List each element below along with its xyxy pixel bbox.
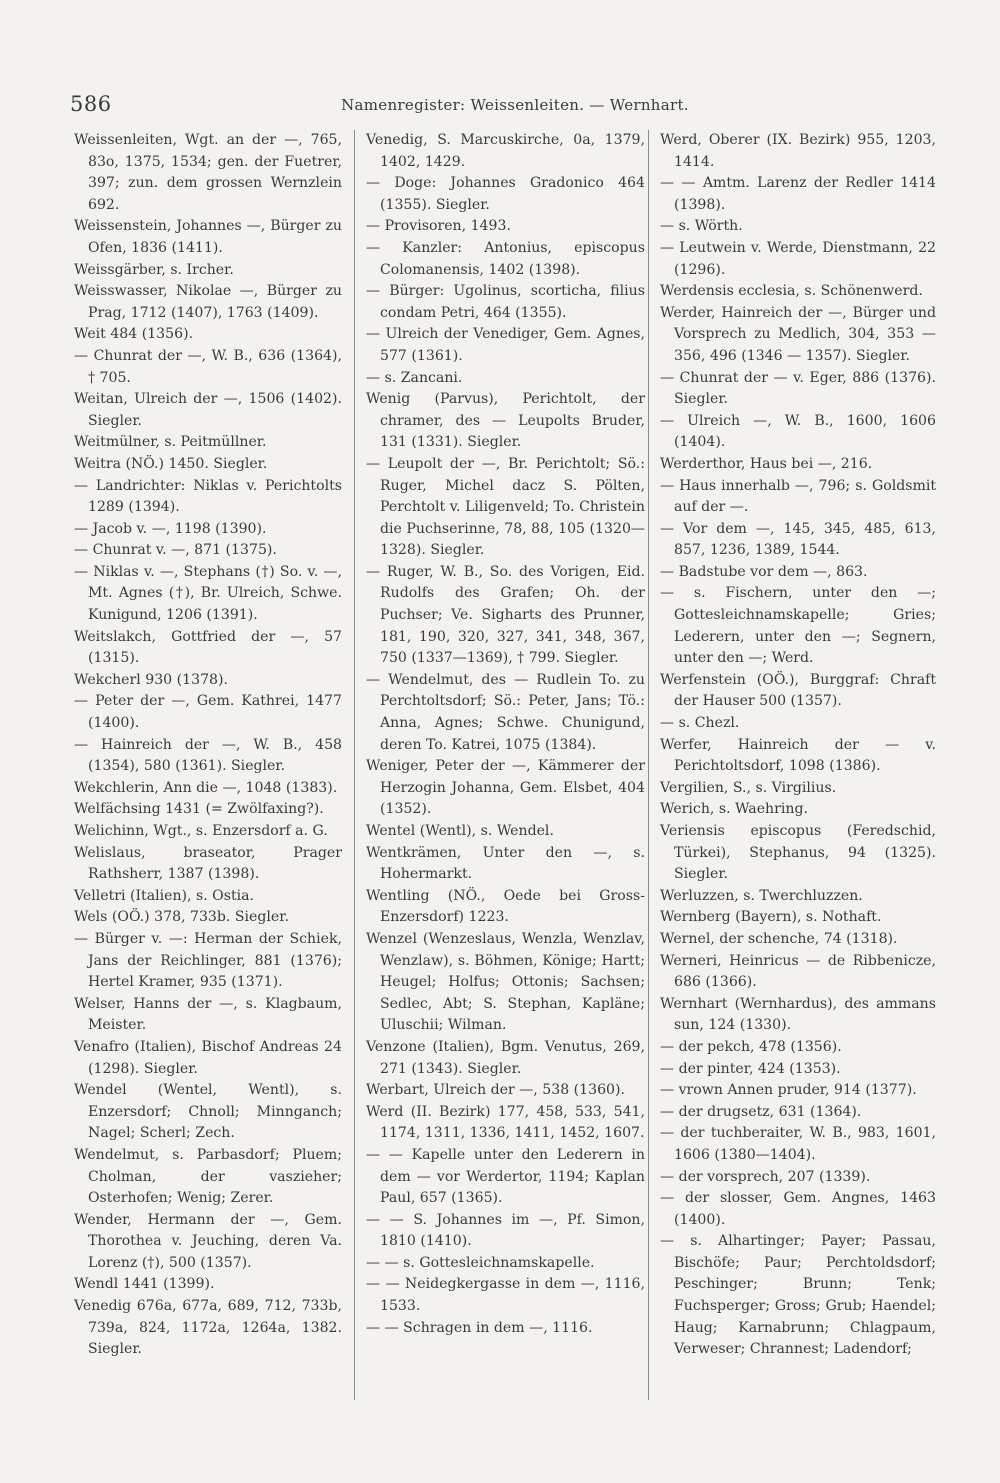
page-number: 586 [70,92,112,116]
index-entry: — Leupolt der —, Br. Perichtolt; Sö.: Ruger, Michel dacz S. Pölten, Perchtolt v. Liligenveld; To. Christein die Puchserinne, 78, 88, 105 (1320—1328). Siegler. [366,455,645,559]
index-column-2 [354,130,645,1400]
index-entry: Werneri, Heinricus — de Ribbenicze, 686 (1366). [660,952,936,991]
index-entry: — Landrichter: Niklas v. Perichtolts 1289 (1394). [74,477,342,516]
index-entry: — Chunrat v. —, 871 (1375). [74,542,277,559]
index-entry: — Leutwein v. Werde, Dienstmann, 22 (1296). [660,239,936,278]
index-entry: — Chunrat der — v. Eger, 886 (1376). Siegler. [660,369,936,408]
index-entry: — Ulreich der Venediger, Gem. Agnes, 577 (1361). [366,326,645,364]
index-entry: Wendelmut, s. Parbasdorf; Pluem; Cholman, der vaszieher; Osterhofen; Wenig; Zerer. [74,1146,342,1207]
index-entry: Werfenstein (OÖ.), Burggraf: Chraft der Hauser 500 (1357). [660,671,936,710]
index-entry: Wender, Hermann der —, Gem. Thorothea v. Jeuching, deren Va. Lorenz (†), 500 (1357). [74,1211,342,1271]
index-entry: Wekcherl 930 (1378). [74,671,228,688]
index-entry: Wenzel (Wenzeslaus, Wenzla, Wenzlav, Wenzlaw), s. Böhmen, Könige; Hartt; Heugel; Holfus; Ottonis; Sachsen; Sedlec, Abt; S. Stephan, Kapläne; Uluschii; Wilman. [366,930,645,1034]
index-entry: — — Kapelle unter den Lederern in dem — vor Werdertor, 1194; Kaplan Paul, 657 (1365). [366,1146,645,1207]
index-entry: Werbart, Ulreich der —, 538 (1360). [366,1082,625,1099]
index-entry: Werderthor, Haus bei —, 216. [660,455,873,472]
index-column-1 [66,130,342,1361]
index-entry: — Jacob v. —, 1198 (1390). [74,520,267,537]
index-entry: — der pekch, 478 (1356). [660,1038,842,1055]
index-entry: — der slosser, Gem. Angnes, 1463 (1400). [660,1190,936,1228]
index-entry: — der vorsprech, 207 (1339). [660,1168,871,1185]
index-entry: Vergilien, S., s. Virgilius. [660,779,837,796]
index-entry: — s. Fischern, unter den —; Gottesleichnamskapelle; Gries; Lederern, unter den —; Segnern, unter den —; Werd. [660,585,936,667]
index-entry: Welser, Hanns der —, s. Klagbaum, Meister. [74,995,342,1034]
index-entry: Welislaus, braseator, Prager Rathsherr, 1387 (1398). [74,844,342,883]
index-entry: — Peter der —, Gem. Kathrei, 1477 (1400). [74,693,342,732]
index-entry: — s. Wörth. [660,218,743,235]
index-entry: — der pinter, 424 (1353). [660,1060,841,1077]
index-entry: Venedig, S. Marcuskirche, 0a, 1379, 1402, 1429. [366,132,645,170]
index-entry: — Niklas v. —, Stephans (†) So. v. —, Mt. Agnes (†), Br. Ulreich, Schwe. Kunigund, 1206 (1391). [74,563,342,624]
index-entry: — Ulreich —, W. B., 1600, 1606 (1404). [660,412,936,451]
index-entry: — Wendelmut, des — Rudlein To. zu Perchtoltsdorf; Sö.: Peter, Jans; Tö.: Anna, Agnes; Schwe. Chunigund, deren To. Katrei, 1075 (1384). [366,671,645,753]
index-entry: — s. Alhartinger; Payer; Passau, Bischöfe; Paur; Perchtoldsdorf; Peschinger; Brunn; Tenk; Fuchsperger; Gross; Grub; Haendel; Haug; Karnabrunn; Chlagpaum, Verweser; Chrannest; Ladendorf; [660,1233,936,1358]
index-entry: Wenig (Parvus), Perichtolt, der chramer, des — Leupolts Bruder, 131 (1331). Siegler. [366,391,645,451]
index-entry: Venedig 676a, 677a, 689, 712, 733b, 739a, 824, 1172a, 1264a, 1382. Siegler. [74,1298,342,1358]
index-entry: Weissenstein, Johannes —, Bürger zu Ofen, 1836 (1411). [74,218,342,256]
index-entry: Wentling (NÖ., Oede bei Gross-Enzersdorf) 1223. [366,887,645,926]
running-title: Namenregister: Weissenleiten. — Wernhart. [341,96,689,114]
index-entry: — Doge: Johannes Gradonico 464 (1355). Siegler. [366,175,645,213]
index-entry: Veriensis episcopus (Feredschid, Türkei), Stephanus, 94 (1325). Siegler. [660,823,936,883]
index-entry: Welfächsing 1431 (= Zwölfaxing?). [74,801,324,818]
index-entry: Wels (OÖ.) 378, 733b. Siegler. [74,909,289,926]
index-entry: Wekchlerin, Ann die —, 1048 (1383). [74,779,338,796]
index-entry: — Hainreich der —, W. B., 458 (1354), 580 (1361). Siegler. [74,736,342,775]
index-entry: Welichinn, Wgt., s. Enzersdorf a. G. [74,823,328,839]
index-entry: Weissgärber, s. Ircher. [74,261,234,278]
index-entry: Weitmülner, s. Peitmüllner. [74,434,267,451]
index-entry: Weissenleiten, Wgt. an der —, 765, 83o, 1375, 1534; gen. der Fuetrer, 397; zun. dem grossen Wernzlein 692. [74,132,342,213]
index-entry: Weitslakch, Gottfried der —, 57 (1315). [74,628,342,667]
index-entry: Werd (II. Bezirk) 177, 458, 533, 541, 1174, 1311, 1336, 1411, 1452, 1607. [366,1103,645,1142]
index-entry: — Provisoren, 1493. [366,218,511,235]
index-column-3 [648,130,936,1400]
index-entry: Werd, Oberer (IX. Bezirk) 955, 1203, 1414. [660,132,936,170]
index-entry: Wendl 1441 (1399). [74,1276,215,1293]
index-entry: Wentkrämen, Unter den —, s. Hohermarkt. [366,844,645,883]
index-entry: Weisswasser, Nikolae —, Bürger zu Prag, 1712 (1407), 1763 (1409). [74,283,342,321]
index-entry: — Haus innerhalb —, 796; s. Goldsmit auf der —. [660,477,936,516]
index-entry: Werfer, Hainreich der — v. Perichtoltsdorf, 1098 (1386). [660,736,936,775]
index-entry: Weit 484 (1356). [74,326,194,343]
index-entry: Werich, s. Waehring. [660,801,808,818]
index-entry: Venafro (Italien), Bischof Andreas 24 (1298). Siegler. [74,1038,342,1077]
index-entry: Wernhart (Wernhardus), des ammans sun, 124 (1330). [660,995,936,1034]
index-entry: Wernel, der schenche, 74 (1318). [660,930,898,947]
index-entry: — Chunrat der —, W. B., 636 (1364), † 705. [74,347,342,386]
index-entry: — der drugsetz, 631 (1364). [660,1103,862,1120]
index-entry: — — Neidegkergasse in dem —, 1116, 1533. [366,1276,645,1315]
index-entry: Wentel (Wentl), s. Wendel. [366,823,554,839]
index-entry: Werdensis ecclesia, s. Schönenwerd. [660,283,923,300]
index-entry: Wendel (Wentel, Wentl), s. Enzersdorf; Chnoll; Minnganch; Nagel; Scherl; Zech. [74,1082,342,1142]
index-entry: — — Schragen in dem —, 1116. [366,1319,593,1336]
index-entry: Werder, Hainreich der —, Bürger und Vorsprech zu Medlich, 304, 353 — 356, 496 (1346 — 1357). Siegler. [660,304,936,364]
index-entry: — der tuchberaiter, W. B., 983, 1601, 1606 (1380—1404). [660,1125,936,1163]
index-entry: Weitan, Ulreich der —, 1506 (1402). Siegler. [74,391,342,429]
index-entry: — Ruger, W. B., So. des Vorigen, Eid. Rudolfs des Grafen; Oh. der Puchser; Ve. Sigharts des Prunner, 181, 190, 320, 327, 341, 348, 367, 750 (1337—1369), † 799. Siegler. [366,563,645,667]
index-entry: Venzone (Italien), Bgm. Venutus, 269, 271 (1343). Siegler. [366,1038,645,1077]
index-entry: — — s. Gottesleichnamskapelle. [366,1254,595,1271]
index-entry: — Kanzler: Antonius, episcopus Colomanensis, 1402 (1398). [366,239,645,278]
index-entry: Weniger, Peter der —, Kämmerer der Herzogin Johanna, Gem. Elsbet, 404 (1352). [366,758,645,818]
index-entry: — Vor dem —, 145, 345, 485, 613, 857, 1236, 1389, 1544. [660,520,936,559]
index-entry: Weitra (NÖ.) 1450. Siegler. [74,455,268,472]
index-entry: — Bürger v. —: Herman der Schiek, Jans der Reichlinger, 881 (1376); Hertel Kramer, 935 (1371). [74,930,342,991]
index-entry: — — Amtm. Larenz der Redler 1414 (1398). [660,175,936,213]
index-entry: Werluzzen, s. Twerchluzzen. [660,887,863,904]
index-entry: — s. Zancani. [366,369,463,386]
index-entry: Velletri (Italien), s. Ostia. [74,887,255,904]
index-entry: — — S. Johannes im —, Pf. Simon, 1810 (1410). [366,1211,645,1250]
index-entry: — vrown Annen pruder, 914 (1377). [660,1082,917,1099]
index-entry: Wernberg (Bayern), s. Nothaft. [660,909,882,926]
index-entry: — Badstube vor dem —, 863. [660,563,868,580]
index-entry: — s. Chezl. [660,715,740,732]
index-entry: — Bürger: Ugolinus, scorticha, filius condam Petri, 464 (1355). [366,283,645,321]
